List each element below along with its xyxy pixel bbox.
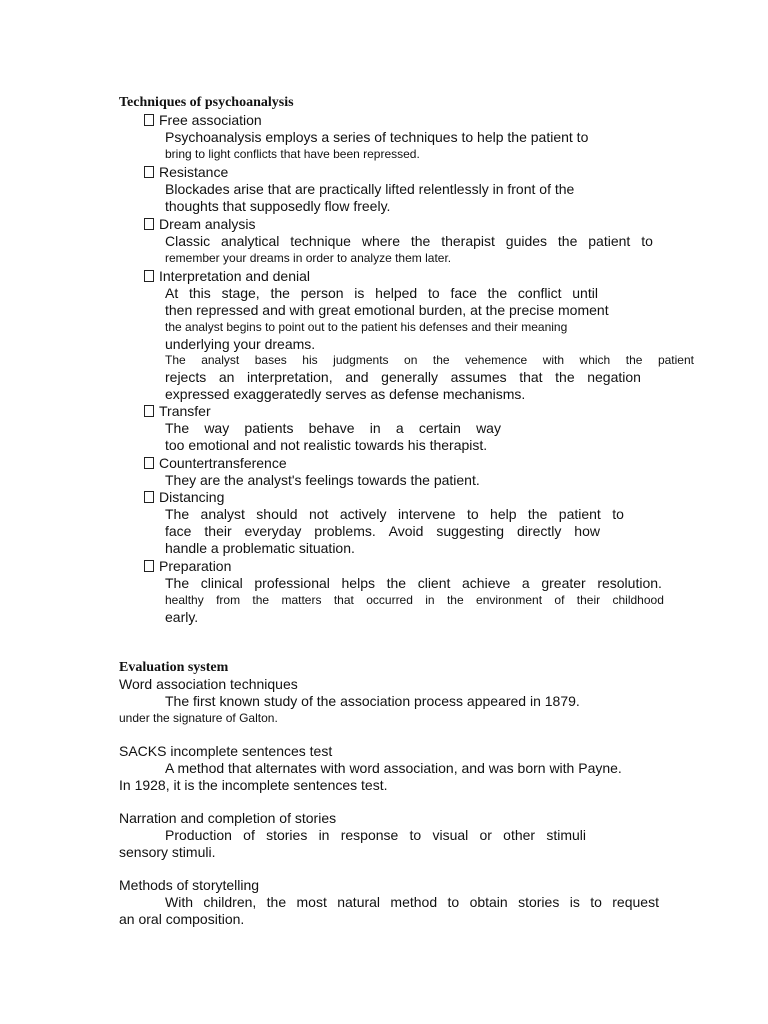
- list-item-label: Distancing: [144, 489, 224, 506]
- body-line: thoughts that supposedly flow freely.: [165, 198, 391, 214]
- body-line: The analyst bases his judgments on the vehemence with which the patient: [165, 353, 694, 367]
- checkbox-glyph-icon: [144, 405, 154, 417]
- checkbox-glyph-icon: [144, 166, 154, 178]
- body-line: bring to light conflicts that have been repressed.: [165, 147, 420, 161]
- body-line: then repressed and with great emotional burden, at the precise moment: [165, 302, 609, 318]
- section-heading-techniques: Techniques of psychoanalysis: [119, 95, 294, 110]
- body-line: sensory stimuli.: [119, 844, 216, 860]
- body-line: At this stage, the person is helped to face the conflict until: [165, 285, 598, 301]
- body-line: The analyst should not actively intervene to help the patient to: [165, 506, 624, 522]
- list-item-label: Interpretation and denial: [144, 268, 310, 285]
- body-line: the analyst begins to point out to the patient his defenses and their meaning: [165, 320, 568, 334]
- body-line: handle a problematic situation.: [165, 540, 355, 556]
- checkbox-glyph-icon: [144, 218, 154, 230]
- body-line: Classic analytical technique where the therapist guides the patient to: [165, 233, 653, 249]
- body-line: face their everyday problems. Avoid suggesting directly how: [165, 523, 600, 539]
- checkbox-glyph-icon: [144, 491, 154, 503]
- body-line: expressed exaggeratedly serves as defense mechanisms.: [165, 386, 526, 402]
- body-line: underlying your dreams.: [165, 336, 316, 352]
- list-item-label: Preparation: [144, 558, 231, 575]
- subsection-title: Word association techniques: [119, 676, 298, 692]
- body-line: remember your dreams in order to analyze them later.: [165, 251, 452, 265]
- list-item-label: Dream analysis: [144, 216, 255, 233]
- body-line: The first known study of the association process appeared in 1879.: [165, 693, 580, 709]
- body-line: Production of stories in response to visual or other stimuli: [165, 827, 586, 843]
- checkbox-glyph-icon: [144, 457, 154, 469]
- body-line: The clinical professional helps the client achieve a greater resolution.: [165, 575, 662, 591]
- subsection-title: Methods of storytelling: [119, 877, 260, 893]
- subsection-title: Narration and completion of stories: [119, 810, 337, 826]
- checkbox-glyph-icon: [144, 560, 154, 572]
- checkbox-glyph-icon: [144, 114, 154, 126]
- body-line: With children, the most natural method to obtain stories is to request: [165, 894, 659, 910]
- list-item-label: Countertransference: [144, 455, 287, 472]
- body-line: too emotional and not realistic towards his therapist.: [165, 437, 488, 453]
- body-line: In 1928, it is the incomplete sentences test.: [119, 777, 388, 793]
- body-line: under the signature of Galton.: [119, 711, 278, 725]
- body-line: The way patients behave in a certain way: [165, 420, 501, 436]
- body-line: A method that alternates with word association, and was born with Payne.: [165, 760, 622, 776]
- body-line: Psychoanalysis employs a series of techniques to help the patient to: [165, 129, 589, 145]
- body-line: They are the analyst's feelings towards the patient.: [165, 472, 480, 488]
- checkbox-glyph-icon: [144, 270, 154, 282]
- list-item-label: Free association: [144, 112, 262, 129]
- list-item-label: Transfer: [144, 403, 211, 420]
- body-line: healthy from the matters that occurred in the environment of their childhood: [165, 593, 664, 607]
- list-item-label: Resistance: [144, 164, 228, 181]
- body-line: an oral composition.: [119, 911, 245, 927]
- body-line: early.: [165, 609, 199, 625]
- body-line: rejects an interpretation, and generally assumes that the negation: [165, 369, 641, 385]
- section-heading-evaluation: Evaluation system: [119, 660, 229, 675]
- subsection-title: SACKS incomplete sentences test: [119, 743, 333, 759]
- body-line: Blockades arise that are practically lifted relentlessly in front of the: [165, 181, 575, 197]
